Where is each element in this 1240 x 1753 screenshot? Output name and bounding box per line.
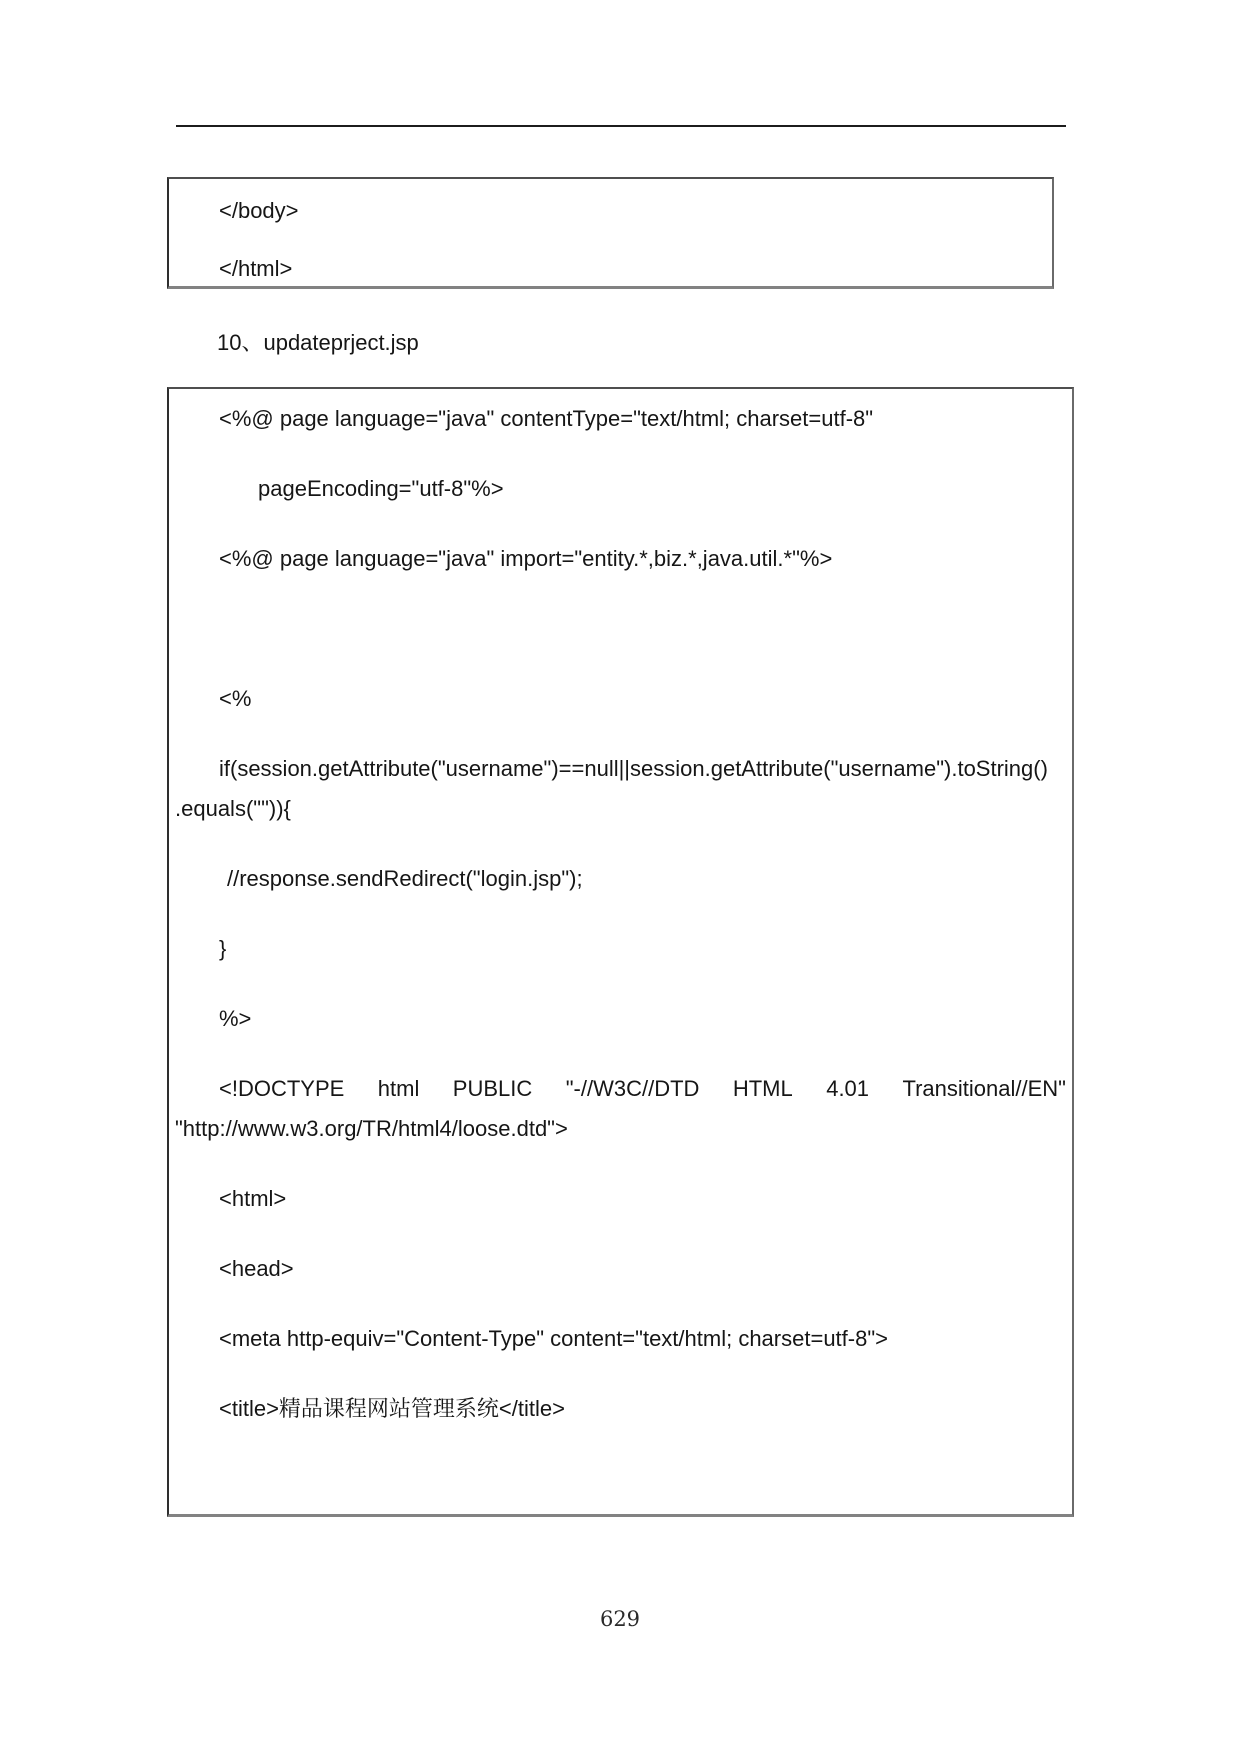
code-line: <%	[219, 686, 252, 711]
code-line	[175, 609, 1066, 649]
code-word: html	[377, 1076, 420, 1101]
code-line: %>	[219, 1006, 252, 1031]
page-header-rule	[176, 125, 1066, 127]
code-word: 4.01	[826, 1076, 870, 1101]
code-line: if(session.getAttribute("username")==null||session.getAttribute("username").toString()	[219, 756, 1048, 781]
code-line: .equals("")){	[175, 796, 291, 821]
code-word: PUBLIC	[452, 1076, 533, 1101]
code-line: "http://www.w3.org/TR/html4/loose.dtd">	[175, 1116, 568, 1141]
code-line: pageEncoding="utf-8"%>	[258, 476, 504, 501]
code-line: }	[219, 936, 227, 961]
code-word: Transitional//EN"	[902, 1076, 1066, 1101]
code-word: "-//W3C//DTD	[565, 1076, 700, 1101]
code-line: <head>	[219, 1256, 294, 1281]
code-line: <%@ page language="java" contentType="text/html; charset=utf-8"	[219, 406, 874, 431]
code-word: HTML	[732, 1076, 793, 1101]
code-word: <!DOCTYPE	[219, 1076, 345, 1101]
code-line: <%@ page language="java" import="entity.*,biz.*,java.util.*"%>	[219, 546, 833, 571]
code-line: </body>	[219, 198, 299, 223]
code-box-updateprject-jsp	[167, 387, 1074, 1517]
code-line: //response.sendRedirect("login.jsp");	[227, 866, 583, 891]
code-line: </html>	[219, 256, 293, 281]
code-line: <meta http-equiv="Content-Type" content="text/html; charset=utf-8">	[219, 1326, 888, 1351]
section-heading: 10、updateprject.jsp	[217, 330, 419, 355]
code-box-html-closing	[167, 177, 1054, 289]
code-line: <title>精品课程网站管理系统</title>	[219, 1396, 565, 1421]
code-line: <html>	[219, 1186, 287, 1211]
page-number: 629	[599, 1607, 641, 1631]
code-line	[175, 1459, 1066, 1499]
code-line	[175, 1069, 1066, 1109]
